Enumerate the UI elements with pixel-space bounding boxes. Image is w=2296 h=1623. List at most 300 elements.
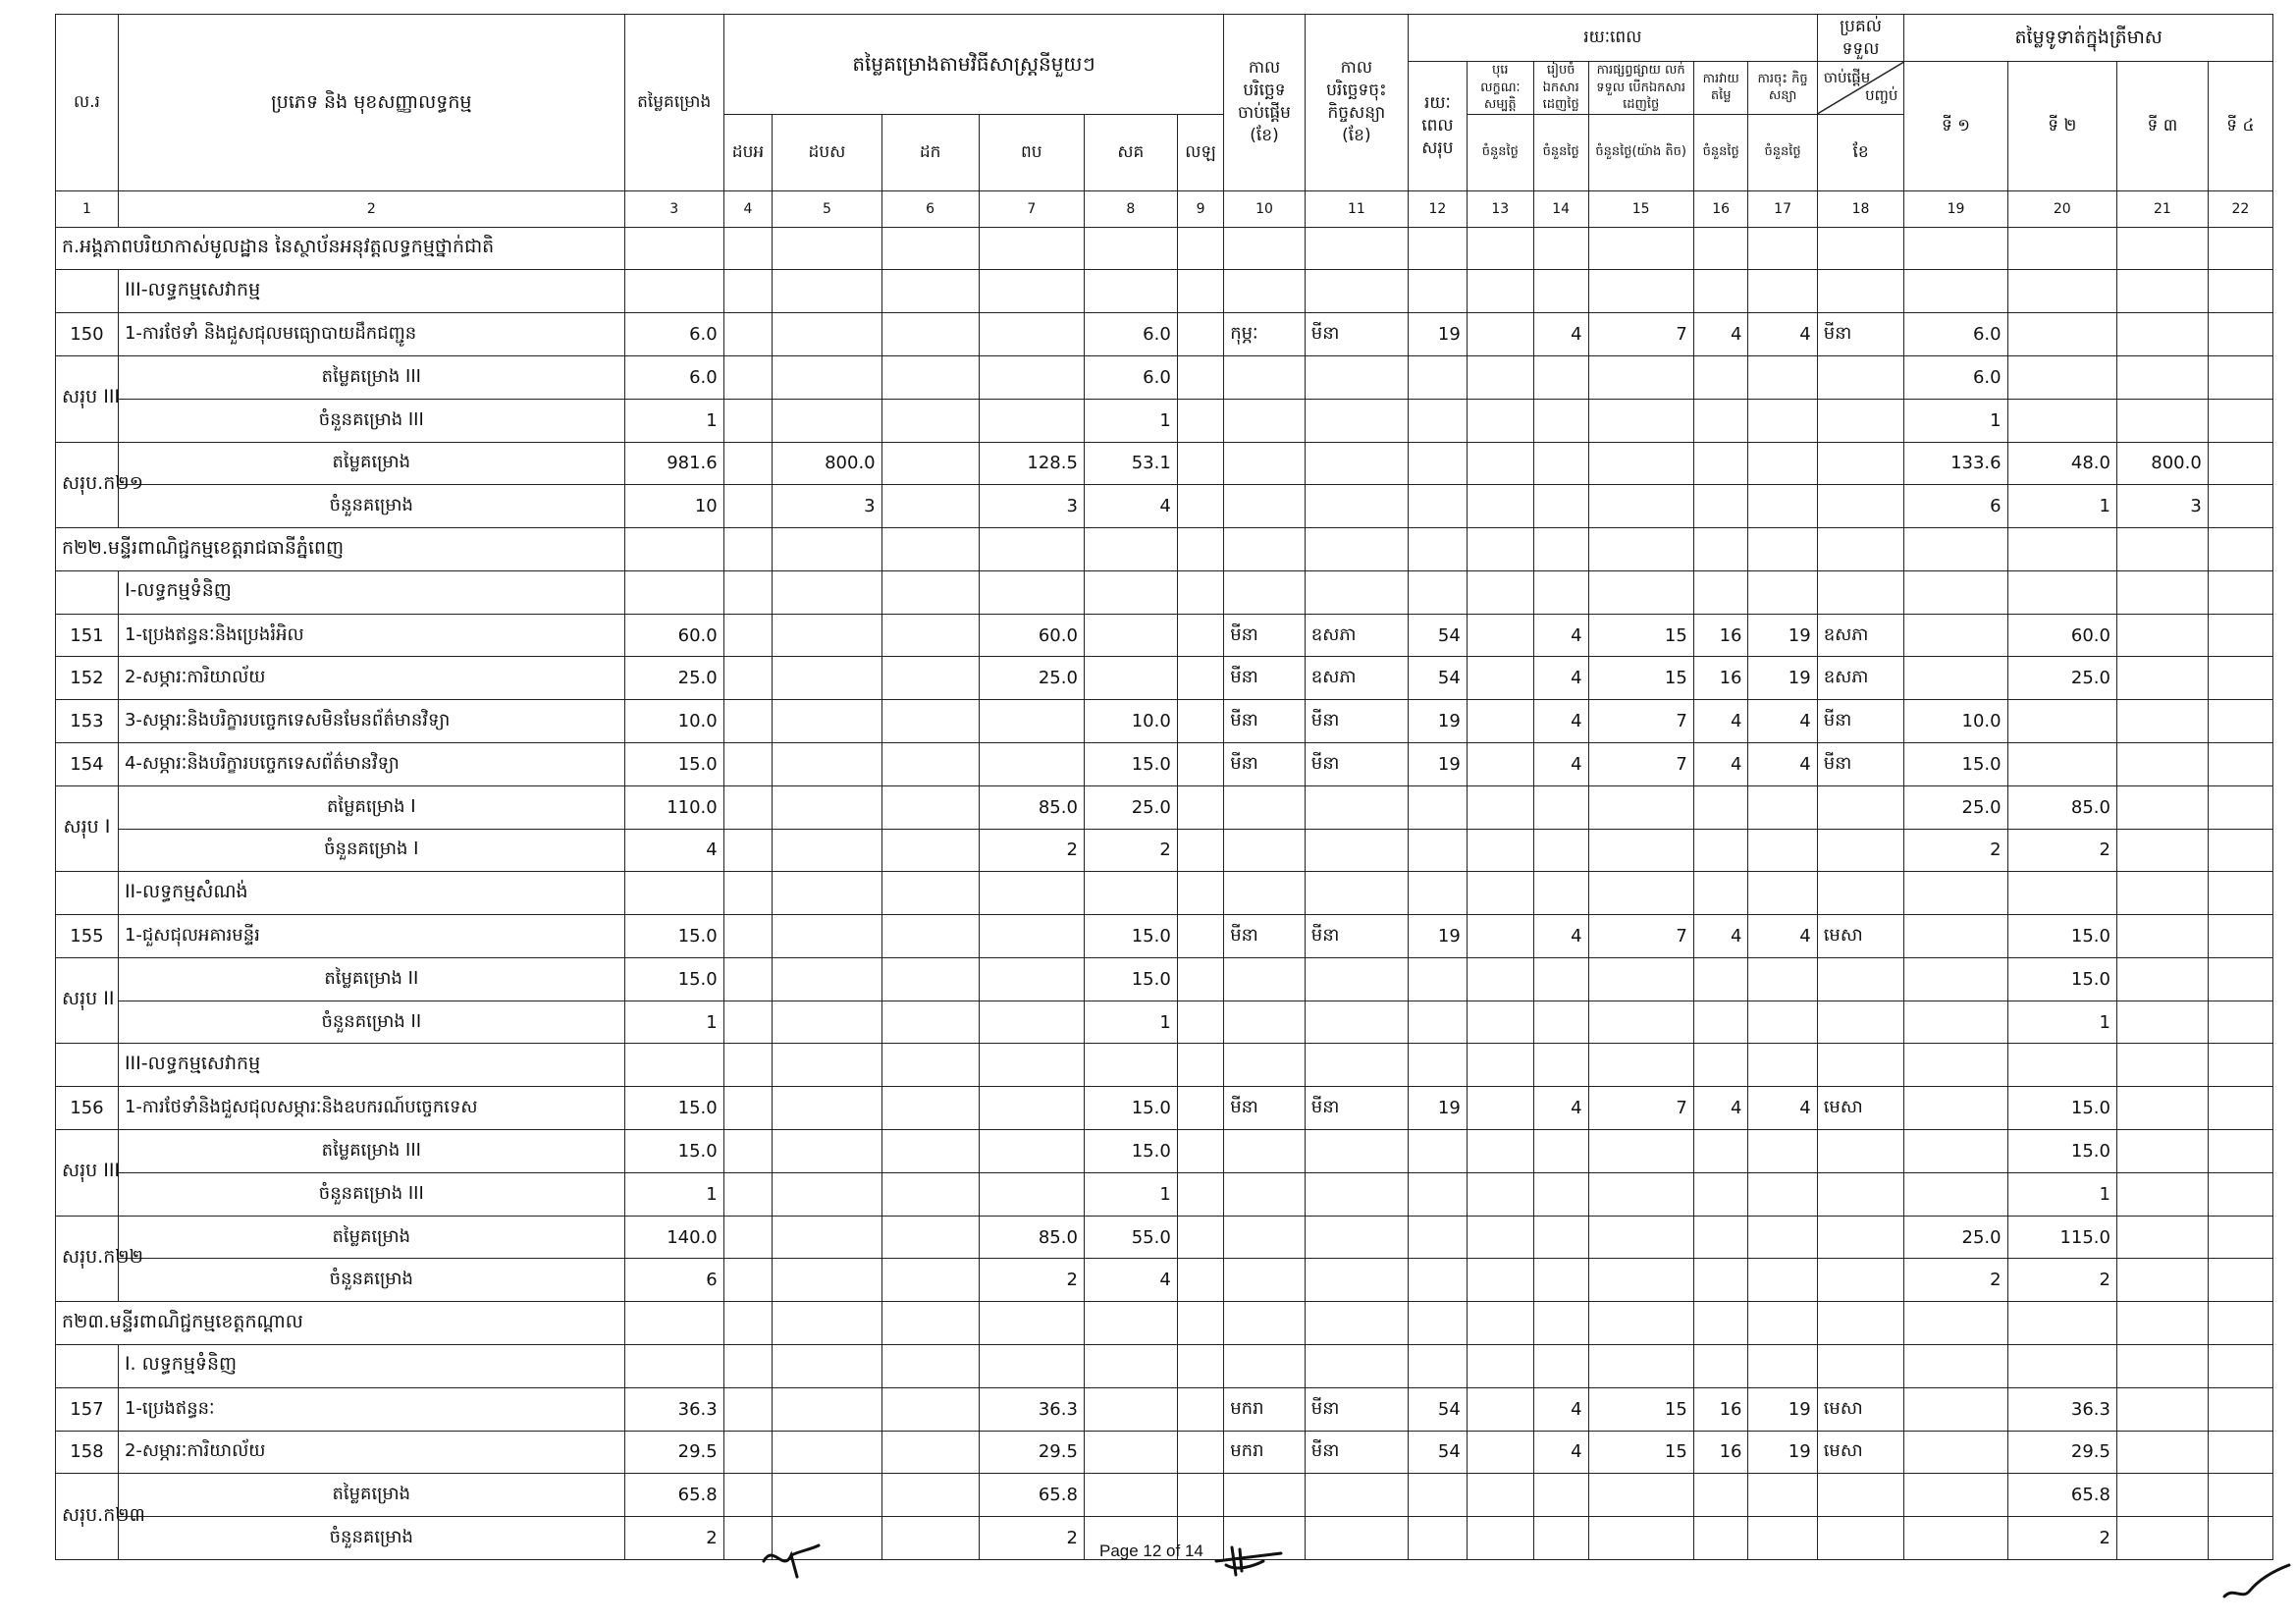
cell-7 bbox=[979, 355, 1084, 399]
cell-14 bbox=[1533, 485, 1588, 528]
cell-6 bbox=[881, 1517, 979, 1560]
cell-6 bbox=[881, 1130, 979, 1173]
header-no: ល.រ bbox=[56, 15, 119, 191]
cell-13 bbox=[1467, 485, 1533, 528]
row-number: 157 bbox=[56, 1387, 119, 1431]
cell-10 bbox=[1224, 785, 1306, 829]
table-row bbox=[56, 1302, 2273, 1345]
cell-3: 65.8 bbox=[624, 1474, 723, 1517]
cell-20: 15.0 bbox=[2007, 957, 2116, 1001]
cell-22 bbox=[2208, 829, 2272, 872]
cell-3: 15.0 bbox=[624, 743, 723, 786]
cell-14: 4 bbox=[1533, 1087, 1588, 1130]
item-name: 2-សម្ភារៈការិយាល័យ bbox=[118, 657, 624, 700]
cell-21 bbox=[2116, 528, 2208, 571]
cell-18 bbox=[1817, 227, 1904, 270]
cell-21 bbox=[2116, 1474, 2208, 1517]
cell-11: ឧសភា bbox=[1305, 614, 1408, 657]
initial-mark-center bbox=[1212, 1542, 1291, 1585]
cell-14 bbox=[1533, 1259, 1588, 1302]
cell-19: 25.0 bbox=[1904, 1216, 2007, 1259]
cell-21 bbox=[2116, 1517, 2208, 1560]
cell-4 bbox=[723, 1302, 773, 1345]
table-row bbox=[56, 1474, 2273, 1517]
cell-17: 4 bbox=[1748, 1087, 1817, 1130]
cell-6 bbox=[881, 485, 979, 528]
cell-18 bbox=[1817, 399, 1904, 442]
cell-5 bbox=[773, 1344, 881, 1387]
cell-11 bbox=[1305, 442, 1408, 485]
cell-9 bbox=[1177, 270, 1223, 313]
cell-22 bbox=[2208, 915, 2272, 958]
subtotal-label: តម្លៃគម្រោង III bbox=[118, 355, 624, 399]
cell-6 bbox=[881, 1344, 979, 1387]
cell-8 bbox=[1084, 614, 1177, 657]
cell-7 bbox=[979, 872, 1084, 915]
cell-12 bbox=[1408, 1130, 1467, 1173]
cell-11 bbox=[1305, 270, 1408, 313]
cell-20 bbox=[2007, 1302, 2116, 1345]
cell-8: 25.0 bbox=[1084, 785, 1177, 829]
cell-14 bbox=[1533, 270, 1588, 313]
cell-10: មីនា bbox=[1224, 1087, 1306, 1130]
cell-17 bbox=[1748, 1001, 1817, 1044]
cell-16: 4 bbox=[1693, 915, 1748, 958]
cell-17: 4 bbox=[1748, 700, 1817, 743]
cell-9 bbox=[1177, 957, 1223, 1001]
cell-18: មេសា bbox=[1817, 1387, 1904, 1431]
cell-3: 4 bbox=[624, 829, 723, 872]
column-number-15: 15 bbox=[1588, 190, 1693, 227]
cell-19: 6 bbox=[1904, 485, 2007, 528]
cell-11 bbox=[1305, 1302, 1408, 1345]
cell-21 bbox=[2116, 657, 2208, 700]
cell-4 bbox=[723, 700, 773, 743]
cell-5 bbox=[773, 915, 881, 958]
table-row bbox=[56, 528, 2273, 571]
cell-5 bbox=[773, 570, 881, 614]
cell-21 bbox=[2116, 313, 2208, 356]
cell-12 bbox=[1408, 957, 1467, 1001]
cell-11 bbox=[1305, 1344, 1408, 1387]
cell-22 bbox=[2208, 1474, 2272, 1517]
cell-13 bbox=[1467, 657, 1533, 700]
cell-17 bbox=[1748, 1344, 1817, 1387]
cell-7: 29.5 bbox=[979, 1431, 1084, 1474]
cell-20: 15.0 bbox=[2007, 915, 2116, 958]
cell-18 bbox=[1817, 957, 1904, 1001]
header-duration-unit-4: ចំនួនថ្ងៃ bbox=[1693, 114, 1748, 190]
cell-12: 54 bbox=[1408, 1387, 1467, 1431]
subtotal-label: ចំនួនគម្រោង bbox=[118, 1517, 624, 1560]
cell-5 bbox=[773, 614, 881, 657]
cell-11 bbox=[1305, 1172, 1408, 1216]
cell-8 bbox=[1084, 872, 1177, 915]
header-method-1: ដបអ bbox=[723, 114, 773, 190]
cell-14 bbox=[1533, 829, 1588, 872]
header-sign-date: កាល បរិច្ឆេទចុះ កិច្ចសន្យា (ខែ) bbox=[1305, 15, 1408, 191]
cell-8: 15.0 bbox=[1084, 957, 1177, 1001]
cell-3: 25.0 bbox=[624, 657, 723, 700]
cell-5 bbox=[773, 1001, 881, 1044]
cell-8: 1 bbox=[1084, 1001, 1177, 1044]
cell-12 bbox=[1408, 270, 1467, 313]
cell-3: 60.0 bbox=[624, 614, 723, 657]
cell-14: 4 bbox=[1533, 700, 1588, 743]
cell-6 bbox=[881, 1172, 979, 1216]
cell-4 bbox=[723, 1130, 773, 1173]
column-number-3: 3 bbox=[624, 190, 723, 227]
cell-10 bbox=[1224, 528, 1306, 571]
cell-12 bbox=[1408, 528, 1467, 571]
cell-20: 65.8 bbox=[2007, 1474, 2116, 1517]
cell-18: ឧសភា bbox=[1817, 657, 1904, 700]
cell-9 bbox=[1177, 227, 1223, 270]
cell-15: 7 bbox=[1588, 313, 1693, 356]
cell-13 bbox=[1467, 700, 1533, 743]
cell-12 bbox=[1408, 1517, 1467, 1560]
cell-17 bbox=[1748, 785, 1817, 829]
cell-19 bbox=[1904, 872, 2007, 915]
table-row bbox=[56, 1172, 2273, 1216]
cell-16 bbox=[1693, 1302, 1748, 1345]
header-method-2: ដបស bbox=[773, 114, 881, 190]
cell-3 bbox=[624, 1302, 723, 1345]
cell-19 bbox=[1904, 1517, 2007, 1560]
cell-13 bbox=[1467, 528, 1533, 571]
subtotal-group: សរុប I bbox=[56, 785, 119, 872]
cell-22 bbox=[2208, 1302, 2272, 1345]
cell-13 bbox=[1467, 1387, 1533, 1431]
cell-17: 4 bbox=[1748, 313, 1817, 356]
header-receive-start: ចាប់ផ្តើម bbox=[1823, 69, 1871, 86]
cell-14 bbox=[1533, 872, 1588, 915]
cell-10 bbox=[1224, 1044, 1306, 1087]
cell-21 bbox=[2116, 1172, 2208, 1216]
header-start-date: កាល បរិច្ឆេទ ចាប់ផ្តើម (ខែ) bbox=[1224, 15, 1306, 191]
header-method-6: លឡ bbox=[1177, 114, 1223, 190]
cell-5 bbox=[773, 700, 881, 743]
cell-12 bbox=[1408, 1344, 1467, 1387]
cell-15 bbox=[1588, 399, 1693, 442]
cell-13 bbox=[1467, 1474, 1533, 1517]
cell-18 bbox=[1817, 1216, 1904, 1259]
cell-15 bbox=[1588, 1259, 1693, 1302]
cell-13 bbox=[1467, 442, 1533, 485]
cell-6 bbox=[881, 700, 979, 743]
cell-21 bbox=[2116, 1302, 2208, 1345]
cell-16: 16 bbox=[1693, 1387, 1748, 1431]
cell-14 bbox=[1533, 399, 1588, 442]
cell-16 bbox=[1693, 270, 1748, 313]
cell-19: 10.0 bbox=[1904, 700, 2007, 743]
row-number: 153 bbox=[56, 700, 119, 743]
cell-21 bbox=[2116, 399, 2208, 442]
cell-5 bbox=[773, 1302, 881, 1345]
cell-19 bbox=[1904, 657, 2007, 700]
table-row bbox=[56, 1216, 2273, 1259]
cell-16: 4 bbox=[1693, 1087, 1748, 1130]
cell-9 bbox=[1177, 1216, 1223, 1259]
cell-5 bbox=[773, 872, 881, 915]
subtotal-label: តម្លៃគម្រោង bbox=[118, 1474, 624, 1517]
cell-10 bbox=[1224, 485, 1306, 528]
cell-14 bbox=[1533, 528, 1588, 571]
cell-5 bbox=[773, 785, 881, 829]
cell-4 bbox=[723, 528, 773, 571]
column-number-16: 16 bbox=[1693, 190, 1748, 227]
cell-5 bbox=[773, 1387, 881, 1431]
cell-22 bbox=[2208, 700, 2272, 743]
cell-5 bbox=[773, 1216, 881, 1259]
cell-9 bbox=[1177, 1431, 1223, 1474]
cell-20: 29.5 bbox=[2007, 1431, 2116, 1474]
cell-9 bbox=[1177, 1259, 1223, 1302]
cell-11 bbox=[1305, 570, 1408, 614]
cell-16 bbox=[1693, 399, 1748, 442]
cell-13 bbox=[1467, 355, 1533, 399]
cell-14: 4 bbox=[1533, 915, 1588, 958]
column-number-2: 2 bbox=[118, 190, 624, 227]
cell-22 bbox=[2208, 399, 2272, 442]
table-row bbox=[56, 313, 2273, 356]
cell-21 bbox=[2116, 1387, 2208, 1431]
cell-8 bbox=[1084, 270, 1177, 313]
cell-11 bbox=[1305, 957, 1408, 1001]
cell-8 bbox=[1084, 1302, 1177, 1345]
subtotal-label: ចំនួនគម្រោង II bbox=[118, 1001, 624, 1044]
cell-19: 2 bbox=[1904, 829, 2007, 872]
cell-7: 128.5 bbox=[979, 442, 1084, 485]
row-blank-no bbox=[56, 570, 119, 614]
cell-13 bbox=[1467, 270, 1533, 313]
subtotal-group: សរុប III bbox=[56, 355, 119, 442]
cell-22 bbox=[2208, 785, 2272, 829]
cell-6 bbox=[881, 1259, 979, 1302]
cell-18: មីនា bbox=[1817, 313, 1904, 356]
cell-8 bbox=[1084, 1387, 1177, 1431]
cell-17 bbox=[1748, 1517, 1817, 1560]
cell-17 bbox=[1748, 1259, 1817, 1302]
cell-13 bbox=[1467, 915, 1533, 958]
cell-13 bbox=[1467, 1001, 1533, 1044]
cell-18 bbox=[1817, 1517, 1904, 1560]
cell-8: 15.0 bbox=[1084, 915, 1177, 958]
cell-3 bbox=[624, 570, 723, 614]
cell-12: 19 bbox=[1408, 915, 1467, 958]
subtotal-label: ចំនួនគម្រោង III bbox=[118, 399, 624, 442]
cell-13 bbox=[1467, 1431, 1533, 1474]
cell-12 bbox=[1408, 1172, 1467, 1216]
cell-20 bbox=[2007, 700, 2116, 743]
cell-5 bbox=[773, 1431, 881, 1474]
cell-18 bbox=[1817, 785, 1904, 829]
header-duration: រយៈពេល bbox=[1408, 15, 1817, 62]
cell-19 bbox=[1904, 1387, 2007, 1431]
cell-5 bbox=[773, 313, 881, 356]
cell-7 bbox=[979, 1087, 1084, 1130]
cell-14 bbox=[1533, 1130, 1588, 1173]
subtotal-group: សរុប II bbox=[56, 957, 119, 1044]
cell-18 bbox=[1817, 442, 1904, 485]
cell-10: មីនា bbox=[1224, 657, 1306, 700]
cell-19: 25.0 bbox=[1904, 785, 2007, 829]
column-number-5: 5 bbox=[773, 190, 881, 227]
header-quarter-2: ទី ២ bbox=[2007, 62, 2116, 191]
cell-11 bbox=[1305, 829, 1408, 872]
cell-12: 54 bbox=[1408, 1431, 1467, 1474]
cell-12 bbox=[1408, 1302, 1467, 1345]
cell-11 bbox=[1305, 399, 1408, 442]
cell-19 bbox=[1904, 1302, 2007, 1345]
cell-5 bbox=[773, 1172, 881, 1216]
cell-18: មេសា bbox=[1817, 1431, 1904, 1474]
cell-10: មីនា bbox=[1224, 743, 1306, 786]
cell-8: 15.0 bbox=[1084, 1087, 1177, 1130]
cell-6 bbox=[881, 743, 979, 786]
cell-22 bbox=[2208, 657, 2272, 700]
cell-22 bbox=[2208, 1517, 2272, 1560]
cell-6 bbox=[881, 829, 979, 872]
cell-21 bbox=[2116, 227, 2208, 270]
cell-9 bbox=[1177, 1130, 1223, 1173]
cell-19 bbox=[1904, 1044, 2007, 1087]
header-duration-col-2: រៀបចំ ឯកសារ ដេញថ្លៃ bbox=[1533, 62, 1588, 115]
cell-16 bbox=[1693, 957, 1748, 1001]
cell-9 bbox=[1177, 1087, 1223, 1130]
cell-11 bbox=[1305, 1259, 1408, 1302]
cell-7 bbox=[979, 270, 1084, 313]
column-number-1: 1 bbox=[56, 190, 119, 227]
table-row bbox=[56, 1087, 2273, 1130]
cell-4 bbox=[723, 614, 773, 657]
cell-17 bbox=[1748, 442, 1817, 485]
cell-4 bbox=[723, 915, 773, 958]
cell-18 bbox=[1817, 872, 1904, 915]
cell-22 bbox=[2208, 485, 2272, 528]
cell-19 bbox=[1904, 1172, 2007, 1216]
cell-12 bbox=[1408, 399, 1467, 442]
cell-21 bbox=[2116, 829, 2208, 872]
cell-5 bbox=[773, 743, 881, 786]
cell-9 bbox=[1177, 1344, 1223, 1387]
cell-22 bbox=[2208, 1172, 2272, 1216]
cell-15 bbox=[1588, 1344, 1693, 1387]
table-body bbox=[56, 227, 2273, 1559]
cell-14 bbox=[1533, 1517, 1588, 1560]
cell-7 bbox=[979, 957, 1084, 1001]
cell-21 bbox=[2116, 1130, 2208, 1173]
cell-16 bbox=[1693, 1130, 1748, 1173]
header-duration-col-3: ការផ្សព្វផ្សាយ លក់ ទទួល បើកឯកសារ ដេញថ្លៃ bbox=[1588, 62, 1693, 115]
cell-19: 133.6 bbox=[1904, 442, 2007, 485]
cell-4 bbox=[723, 442, 773, 485]
column-number-19: 19 bbox=[1904, 190, 2007, 227]
cell-17 bbox=[1748, 1474, 1817, 1517]
cell-4 bbox=[723, 1474, 773, 1517]
cell-11: ឧសភា bbox=[1305, 657, 1408, 700]
cell-17 bbox=[1748, 227, 1817, 270]
cell-22 bbox=[2208, 614, 2272, 657]
cell-5 bbox=[773, 528, 881, 571]
cell-12: 19 bbox=[1408, 1087, 1467, 1130]
cell-3: 1 bbox=[624, 1172, 723, 1216]
cell-9 bbox=[1177, 485, 1223, 528]
cell-18 bbox=[1817, 1001, 1904, 1044]
cell-18 bbox=[1817, 570, 1904, 614]
cell-13 bbox=[1467, 829, 1533, 872]
cell-9 bbox=[1177, 399, 1223, 442]
cell-6 bbox=[881, 570, 979, 614]
cell-20 bbox=[2007, 399, 2116, 442]
cell-5 bbox=[773, 399, 881, 442]
cell-7 bbox=[979, 743, 1084, 786]
cell-20: 1 bbox=[2007, 485, 2116, 528]
cell-4 bbox=[723, 657, 773, 700]
cell-20 bbox=[2007, 872, 2116, 915]
column-number-9: 9 bbox=[1177, 190, 1223, 227]
table-row bbox=[56, 1044, 2273, 1087]
cell-6 bbox=[881, 915, 979, 958]
cell-16 bbox=[1693, 1344, 1748, 1387]
cell-10: មីនា bbox=[1224, 915, 1306, 958]
cell-11 bbox=[1305, 227, 1408, 270]
subtotal-label: តម្លៃគម្រោង bbox=[118, 1216, 624, 1259]
cell-15 bbox=[1588, 485, 1693, 528]
cell-9 bbox=[1177, 657, 1223, 700]
cell-7: 2 bbox=[979, 1259, 1084, 1302]
cell-8: 2 bbox=[1084, 829, 1177, 872]
cell-21 bbox=[2116, 355, 2208, 399]
table-row bbox=[56, 570, 2273, 614]
cell-14: 4 bbox=[1533, 1431, 1588, 1474]
cell-22 bbox=[2208, 1001, 2272, 1044]
cell-12: 19 bbox=[1408, 700, 1467, 743]
cell-17: 4 bbox=[1748, 915, 1817, 958]
cell-18: មីនា bbox=[1817, 700, 1904, 743]
cell-21 bbox=[2116, 785, 2208, 829]
cell-8: 6.0 bbox=[1084, 355, 1177, 399]
cell-11: មីនា bbox=[1305, 743, 1408, 786]
cell-22 bbox=[2208, 442, 2272, 485]
cell-5 bbox=[773, 1259, 881, 1302]
cell-6 bbox=[881, 657, 979, 700]
subtotal-group: សរុប.ក២៣ bbox=[56, 1474, 119, 1560]
cell-16: 16 bbox=[1693, 657, 1748, 700]
subtotal-label: តម្លៃគម្រោង I bbox=[118, 785, 624, 829]
cell-18: មេសា bbox=[1817, 915, 1904, 958]
subtotal-group: សរុប.ក២១ bbox=[56, 442, 119, 528]
header-duration-unit-5: ចំនួនថ្ងៃ bbox=[1748, 114, 1817, 190]
cell-19: 6.0 bbox=[1904, 313, 2007, 356]
cell-19 bbox=[1904, 614, 2007, 657]
cell-10 bbox=[1224, 270, 1306, 313]
cell-20 bbox=[2007, 270, 2116, 313]
cell-17: 19 bbox=[1748, 657, 1817, 700]
cell-5 bbox=[773, 355, 881, 399]
cell-3: 6.0 bbox=[624, 313, 723, 356]
column-number-8: 8 bbox=[1084, 190, 1177, 227]
cell-16: 4 bbox=[1693, 700, 1748, 743]
cell-14: 4 bbox=[1533, 614, 1588, 657]
cell-21 bbox=[2116, 915, 2208, 958]
cell-4 bbox=[723, 829, 773, 872]
cell-19: 1 bbox=[1904, 399, 2007, 442]
cell-3 bbox=[624, 1044, 723, 1087]
cell-21 bbox=[2116, 1044, 2208, 1087]
cell-4 bbox=[723, 313, 773, 356]
cell-8: 1 bbox=[1084, 399, 1177, 442]
